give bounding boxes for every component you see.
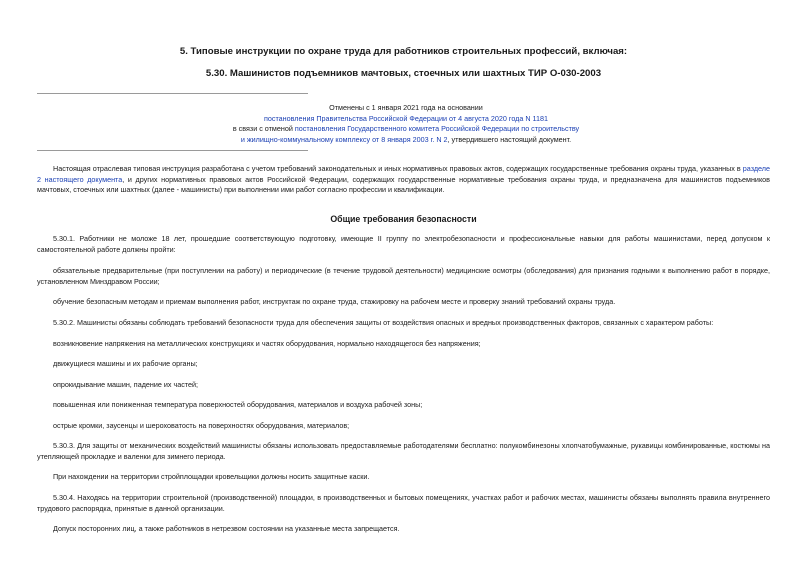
paragraph: Допуск посторонних лиц, а также работников в нетрезвом состоянии на указанные места запрещается.	[53, 524, 400, 533]
paragraph: опрокидывание машин, падение их частей;	[53, 380, 199, 389]
instruction-title: 5.30. Машинистов подъемников мачтовых, стоечных или шахтных ТИР О-030-2003	[205, 68, 602, 79]
paragraph: повышенная или пониженная температура поверхностей оборудования, материалов и воздуха рабочей зоны;	[53, 400, 423, 409]
section-heading: 5. Типовые инструкции по охране труда для работников строительных профессий, включая:	[179, 46, 628, 57]
paragraph: 5.30.2. Машинисты обязаны соблюдать требований безопасности труда для обеспечения защиты от воздействия опасных и вредных производственных факторов, связанных с характером работы:	[53, 318, 714, 327]
notice-line: Отменены с 1 января 2021 года на основании	[329, 103, 483, 112]
intro-text: Настоящая отраслевая типовая инструкция разработана с учетом требований законодательных и иных нормативных правовых актов, содержащих государственные требования охраны труда, указанных в	[53, 164, 743, 173]
paragraph: движущиеся машины и их рабочие органы;	[53, 359, 198, 368]
paragraph: При нахождении на территории стройплощадки кровельщики должны носить защитные каски.	[53, 472, 370, 481]
section-title: Общие требования безопасности	[330, 214, 477, 224]
paragraph: острые кромки, заусенцы и шероховатость на поверхностях оборудования, материалов;	[53, 421, 350, 430]
top-divider	[37, 93, 308, 94]
section-2-link[interactable]: разделе 2 настоящего документа	[37, 164, 770, 184]
repeal-decree-link[interactable]: постановления Правительства Российской Федерации от 4 августа 2020 года N 1181	[263, 113, 549, 123]
paragraph: обязательные предварительные (при поступлении на работу) и периодические (в течение трудовой деятельности) медицинские осмотры (обследования) для признания годными к выполнению работ в порядке, установленном Минздравом России;	[37, 266, 770, 286]
intro-paragraph	[37, 164, 770, 196]
gosstroy-decree-link-cont[interactable]: и жилищно-коммунальному комплексу от 8 января 2003 г. N 2	[240, 134, 448, 144]
paragraph: 5.30.3. Для защиты от механических воздействий машинисты обязаны использовать предоставляемые работодателями бесплатно: полукомбинезоны хлопчатобумажные, рукавицы комбинированные, костюмы на утепляющей прокладке и валенки для зимнего периода.	[37, 441, 770, 461]
notice-text: , утвердившего настоящий документ.	[447, 134, 572, 144]
paragraph: 5.30.1. Работники не моложе 18 лет, прошедшие соответствующую подготовку, имеющие II группу по электробезопасности и профессиональные навыки для работы машинистами, перед допуском к самостоятельной работе должны пройти:	[37, 234, 770, 254]
intro-text: , и других нормативных правовых актов Российской Федерации, содержащих государственные нормативные требования охраны труда, и предназначена для машинистов подъемников мачтовых, стоечных или шахтных (далее - машинисты) при выполнении ими работ согласно профессии и квалификации.	[37, 174, 770, 195]
gosstroy-decree-link[interactable]: постановления Государственного комитета Российской Федерации по строительству	[294, 124, 580, 133]
notice-text: в связи с отменой	[232, 124, 295, 133]
paragraph: 5.30.4. Находясь на территории строительной (производственной) площадки, в производственных и бытовых помещениях, участках работ и рабочих местах, машинисты обязаны выполнять правила внутреннего трудового распорядка, принятые в данной организации.	[37, 493, 770, 513]
paragraph: обучение безопасным методам и приемам выполнения работ, инструктаж по охране труда, стажировку на рабочем месте и проверку знаний требований охраны труда.	[53, 297, 616, 306]
repeal-notice	[205, 103, 607, 145]
paragraph: возникновение напряжения на металлических конструкциях и частях оборудования, нормально находящегося без напряжения;	[53, 339, 481, 348]
bottom-divider	[37, 150, 308, 151]
